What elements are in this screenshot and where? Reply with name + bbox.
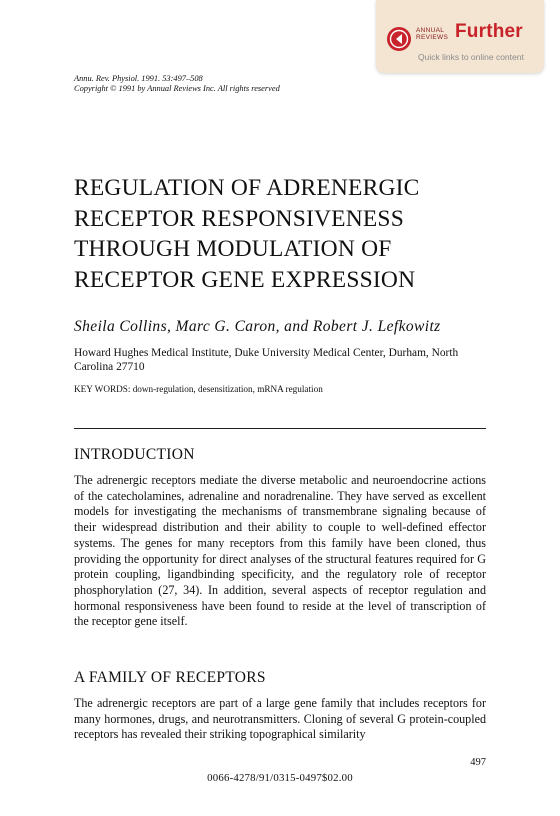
keywords: KEY WORDS: down-regulation, desensitization, mRNA regulation [74, 384, 323, 394]
annual-reviews-logo-icon [386, 26, 412, 52]
badge-further-label: Further [455, 21, 523, 42]
affiliation: Howard Hughes Medical Institute, Duke University Medical Center, Durham, North Carolina 27710 [74, 347, 459, 374]
introduction-heading: INTRODUCTION [74, 446, 195, 463]
badge-annual-reviews: ANNUAL REVIEWS [416, 27, 449, 41]
title-line: REGULATION OF ADRENERGIC [74, 175, 420, 201]
introduction-paragraph: The adrenergic receptors mediate the diverse metabolic and neuroendocrine actions of the catecholamines, adrenaline and noradrenaline. They have served as excellent models for investigating the mechanisms of transmembrane signaling because of their widespread distribution and their ability to couple to well-defined effector systems. The genes for many receptors from this family have been cloned, thus providing the opportunity for direct analyses of the structural features required for G protein coupling, ligandbinding specificity, and the regulatory role of receptor phosphorylation (27, 34). In addition, several aspects of receptor regulation and hormonal responsiveness have been found to reside at the level of transcription of the receptor gene itself. [74, 473, 486, 629]
journal-citation: Annu. Rev. Physiol. 1991. 53:497–508 [74, 74, 203, 83]
authors: Sheila Collins, Marc G. Caron, and Robert J. Lefkowitz [74, 318, 441, 335]
article-title [74, 173, 514, 295]
journal-info [74, 74, 280, 94]
family-heading: A FAMILY OF RECEPTORS [74, 669, 266, 686]
title-line: RECEPTOR RESPONSIVENESS [74, 205, 404, 232]
section-divider [74, 428, 486, 429]
footer-code: 0066-4278/91/0315-0497$02.00 [207, 772, 353, 784]
badge-subtitle: Quick links to online content [418, 52, 524, 62]
title-line: RECEPTOR GENE EXPRESSION [74, 266, 416, 293]
page-number: 497 [470, 757, 486, 768]
title-line: THROUGH MODULATION OF [74, 236, 392, 262]
journal-copyright: Copyright © 1991 by Annual Reviews Inc. All rights reserved [74, 84, 280, 93]
family-paragraph: The adrenergic receptors are part of a large gene family that includes receptors for many hormones, drugs, and neurotransmitters. Cloning of several G protein-coupled receptors has revealed their striking topographical similarity [74, 696, 486, 742]
further-badge[interactable] [376, 0, 544, 73]
